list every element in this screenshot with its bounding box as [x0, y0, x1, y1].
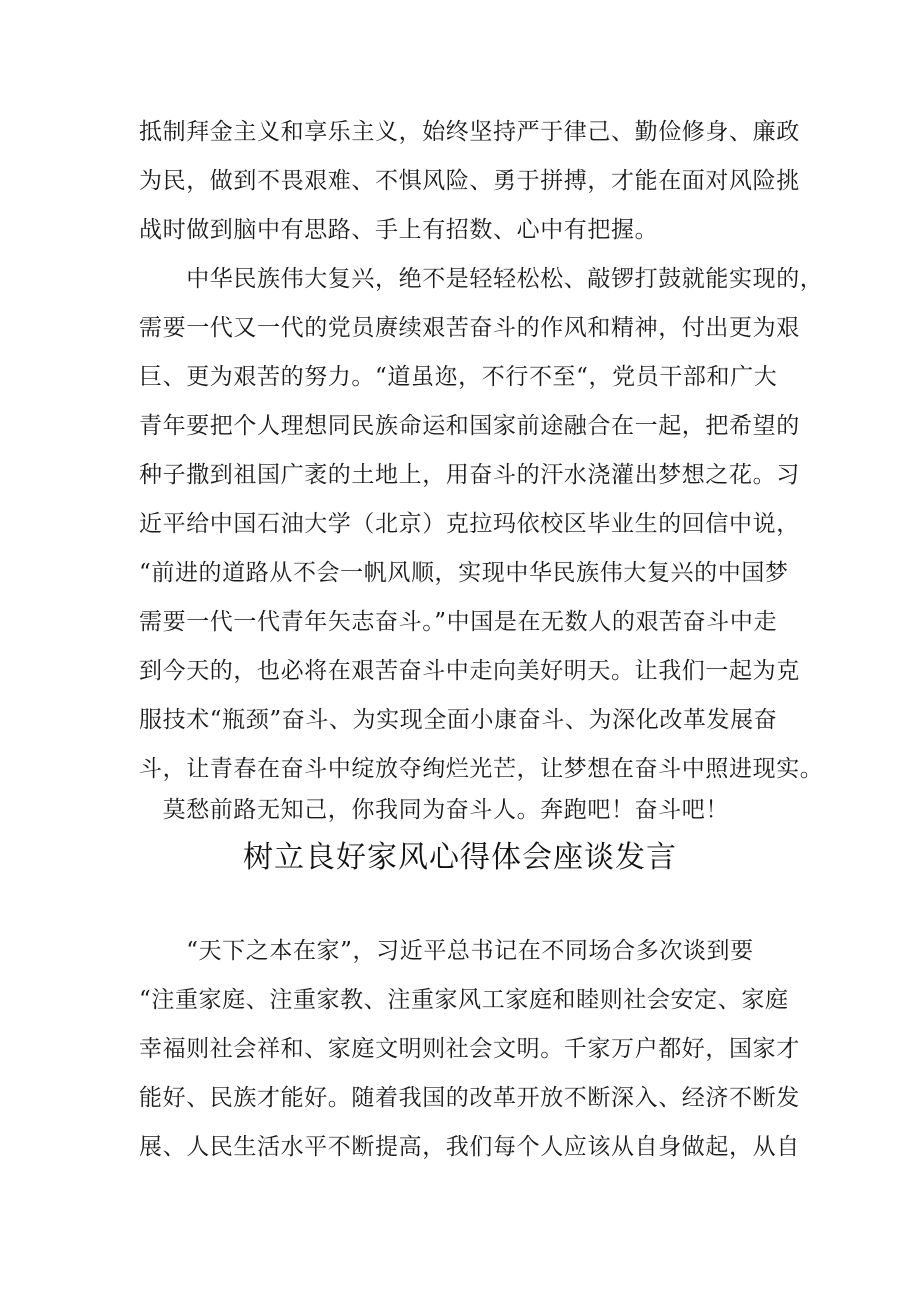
- paragraph-line: 巨、更为艰苦的努力。“道虽迩，不行不至“，党员干部和广大: [139, 364, 778, 390]
- paragraph-line: 到今天的，也必将在艰苦奋斗中走向美好明天。让我们一起为克: [139, 658, 800, 684]
- paragraph-line: “前进的道路从不会一帆风顺，实现中华民族伟大复兴的中国梦: [139, 560, 789, 586]
- paragraph-line: 服技术“瓶颈”奋斗、为实现全面小康奋斗、为深化改革发展奋: [139, 707, 778, 733]
- paragraph-line: 种子撒到祖国广袤的土地上，用奋斗的汗水浇灌出梦想之花。习: [139, 462, 800, 488]
- paragraph-line: “天下之本在家”，习近平总书记在不同场合多次谈到要: [139, 938, 754, 964]
- closing-line: 莫愁前路无知己，你我同为奋斗人。奔跑吧！奋斗吧！: [139, 797, 729, 823]
- paragraph-line: 斗，让青春在奋斗中绽放夺绚烂光芒，让梦想在奋斗中照进现实。: [139, 756, 824, 782]
- paragraph-line: 展、人民生活水平不断提高，我们每个人应该从自身做起，从自: [139, 1134, 800, 1160]
- paragraph-line: 能好、民族才能好。随着我国的改革开放不断深入、经济不断发: [139, 1085, 800, 1111]
- paragraph-line: 青年要把个人理想同民族命运和国家前途融合在一起，把希望的: [139, 413, 800, 439]
- article-title: 树立良好家风心得体会座谈发言: [243, 840, 677, 875]
- paragraph-line: “注重家庭、注重家教、注重家风工家庭和睦则社会安定、家庭: [139, 987, 789, 1013]
- paragraph-line: 抵制拜金主义和享乐主义，始终坚持严于律己、勤俭修身、廉政: [139, 119, 800, 145]
- paragraph-line: 中华民族伟大复兴，绝不是轻轻松松、敲锣打鼓就能实现的，: [139, 266, 824, 292]
- paragraph-line: 幸福则社会祥和、家庭文明则社会文明。千家万户都好，国家才: [139, 1036, 800, 1062]
- paragraph-line: 需要一代又一代的党员赓续艰苦奋斗的作风和精神，付出更为艰: [139, 315, 800, 341]
- paragraph-line: 近平给中国石油大学（北京）克拉玛依校区毕业生的回信中说，: [139, 511, 800, 537]
- paragraph-line: 需要一代一代青年矢志奋斗。”中国是在无数人的艰苦奋斗中走: [139, 609, 778, 635]
- paragraph-line: 战时做到脑中有思路、手上有招数、心中有把握。: [139, 217, 659, 243]
- paragraph-line: 为民，做到不畏艰难、不惧风险、勇于拼搏，才能在面对风险挑: [139, 168, 800, 194]
